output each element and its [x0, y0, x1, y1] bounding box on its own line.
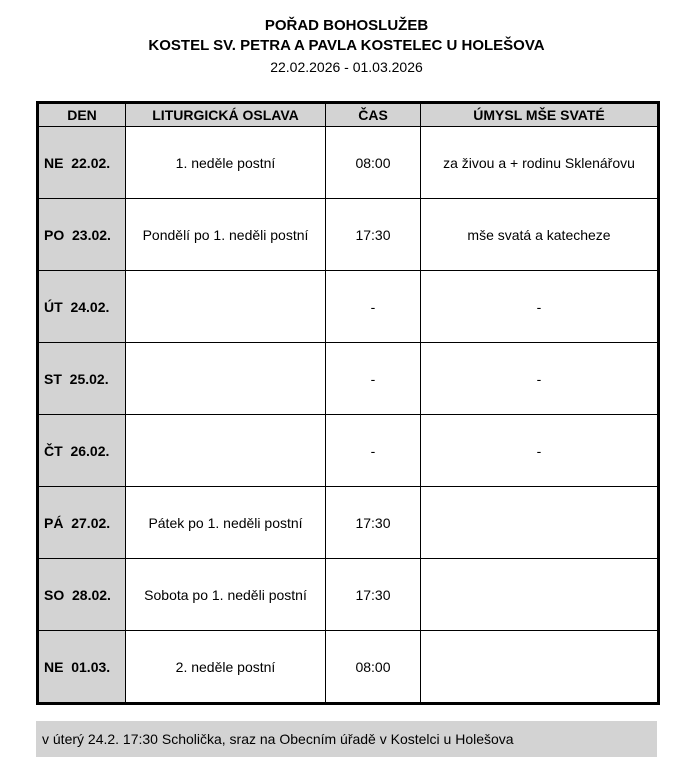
table-row: [38, 415, 659, 487]
col-header-liturgy: LITURGICKÁ OSLAVA: [126, 103, 326, 127]
cell-day: NE 22.02.: [38, 127, 126, 199]
col-header-intention: ÚMYSL MŠE SVATÉ: [421, 103, 659, 127]
table-row: [38, 199, 659, 271]
cell-time: 08:00: [326, 631, 421, 704]
cell-day: PÁ 27.02.: [38, 487, 126, 559]
cell-day: ČT 26.02.: [38, 415, 126, 487]
cell-day: PO 23.02.: [38, 199, 126, 271]
table-row: [38, 127, 659, 199]
cell-liturgy: 1. neděle postní: [126, 127, 326, 199]
col-header-day: DEN: [38, 103, 126, 127]
table-row: [38, 271, 659, 343]
col-header-time: ČAS: [326, 103, 421, 127]
cell-day: ÚT 24.02.: [38, 271, 126, 343]
cell-day: NE 01.03.: [38, 631, 126, 704]
schedule-table: [36, 101, 660, 705]
title-block: [36, 16, 657, 75]
cell-time: 17:30: [326, 487, 421, 559]
date-range: 22.02.2026 - 01.03.2026: [270, 59, 423, 75]
cell-intention: mše svatá a katecheze: [421, 199, 659, 271]
cell-intention: -: [421, 343, 659, 415]
cell-day: SO 28.02.: [38, 559, 126, 631]
cell-liturgy: [126, 415, 326, 487]
cell-liturgy: Pátek po 1. neděli postní: [126, 487, 326, 559]
cell-liturgy: Pondělí po 1. neděli postní: [126, 199, 326, 271]
cell-intention: -: [421, 271, 659, 343]
cell-intention: za živou a + rodinu Sklenářovu: [421, 127, 659, 199]
cell-time: 17:30: [326, 559, 421, 631]
cell-liturgy: Sobota po 1. neděli postní: [126, 559, 326, 631]
cell-time: -: [326, 415, 421, 487]
table-row: [38, 631, 659, 704]
cell-time: -: [326, 271, 421, 343]
cell-intention: -: [421, 415, 659, 487]
cell-liturgy: [126, 343, 326, 415]
table-row: [38, 343, 659, 415]
cell-time: 08:00: [326, 127, 421, 199]
page-subtitle: KOSTEL SV. PETRA A PAVLA KOSTELEC U HOLEŠOVA: [148, 36, 545, 54]
page-title: POŘAD BOHOSLUŽEB: [264, 17, 429, 34]
cell-intention: [421, 559, 659, 631]
cell-time: -: [326, 343, 421, 415]
table-row: [38, 559, 659, 631]
cell-liturgy: 2. neděle postní: [126, 631, 326, 704]
cell-intention: [421, 631, 659, 704]
footer-note: v úterý 24.2. 17:30 Scholička, sraz na Obecním úřadě v Kostelci u Holešova: [36, 721, 657, 757]
table-row: [38, 487, 659, 559]
cell-liturgy: [126, 271, 326, 343]
cell-intention: [421, 487, 659, 559]
cell-day: ST 25.02.: [38, 343, 126, 415]
header-row: [38, 103, 659, 127]
cell-time: 17:30: [326, 199, 421, 271]
